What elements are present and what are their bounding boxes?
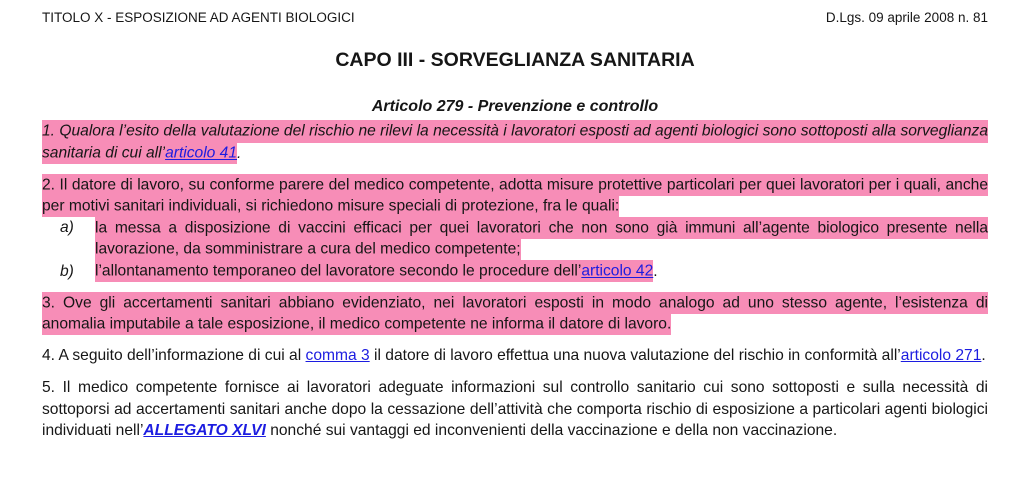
paragraph: [42, 377, 988, 442]
text-run: 5. Il medico competente fornisce ai lavoratori adeguate informazioni sul controllo sanitario cui sono sottoposti e sulla necessità di sottoporsi ad accertamenti sanitari anche dopo la cessazione dell’attività che comporta rischio di esposizione a particolari agenti biologici individuati nell’: [42, 378, 988, 440]
text-run: .: [981, 347, 986, 365]
list-item: [42, 217, 988, 260]
page-header: [42, 10, 988, 26]
text-run: la messa a disposizione di vaccini efficaci per quei lavoratori che non sono già immuni all’agente biologico presente nella lavorazione, da somministrare a cura del medico competente;: [95, 217, 988, 261]
chapter-title: CAPO III - SORVEGLIANZA SANITARIA: [335, 49, 695, 71]
link-articolo-42[interactable]: articolo 42: [581, 260, 653, 282]
article-title: Articolo 279 - Prevenzione e controllo: [371, 98, 659, 115]
list-item-marker: b): [60, 262, 74, 280]
paragraph: [42, 174, 988, 217]
paragraph: [42, 121, 988, 164]
paragraph: [42, 292, 988, 335]
article-body: [42, 121, 988, 442]
text-run: .: [237, 144, 242, 162]
text-run: 4. A seguito dell’informazione di cui al: [42, 347, 306, 365]
link-allegato-xlvi[interactable]: ALLEGATO XLVI: [143, 422, 266, 440]
text-run: 2. Il datore di lavoro, su conforme parere del medico competente, adotta misure protettive particolari per quei lavoratori per i quali, anche per motivi sanitari individuali, si richiedono misure speciali di protezione, fra le quali:: [42, 174, 988, 218]
link-articolo-271[interactable]: articolo 271: [900, 347, 982, 365]
link-comma-3[interactable]: comma 3: [305, 347, 370, 365]
text-run: 1. Qualora l’esito della valutazione del rischio ne rilevi la necessità i lavoratori esposti ad agenti biologici sono sottoposti alla sorveglianza sanitaria di cui all’: [42, 120, 988, 164]
text-run: 3. Ove gli accertamenti sanitari abbiano evidenziato, nei lavoratori esposti in modo analogo ad uno stesso agente, l’esistenza di anomalia imputabile a tale esposizione, il medico competente ne informa il datore di lavoro.: [42, 292, 988, 336]
paragraph: [42, 345, 988, 367]
text-run: l’allontanamento temporaneo del lavoratore secondo le procedure dell’: [95, 260, 581, 282]
list-item-marker: a): [60, 219, 74, 237]
text-run: il datore di lavoro effettua una nuova valutazione del rischio in conformità all’: [369, 347, 901, 365]
header-law-reference: D.Lgs. 09 aprile 2008 n. 81: [825, 10, 988, 25]
link-articolo-41[interactable]: articolo 41: [165, 142, 237, 164]
list-item: [42, 261, 988, 283]
text-run: nonché sui vantaggi ed inconvenienti della vaccinazione e della non vaccinazione.: [265, 422, 838, 440]
text-run: .: [653, 262, 658, 280]
header-title: TITOLO X - ESPOSIZIONE AD AGENTI BIOLOGICI: [42, 10, 355, 25]
